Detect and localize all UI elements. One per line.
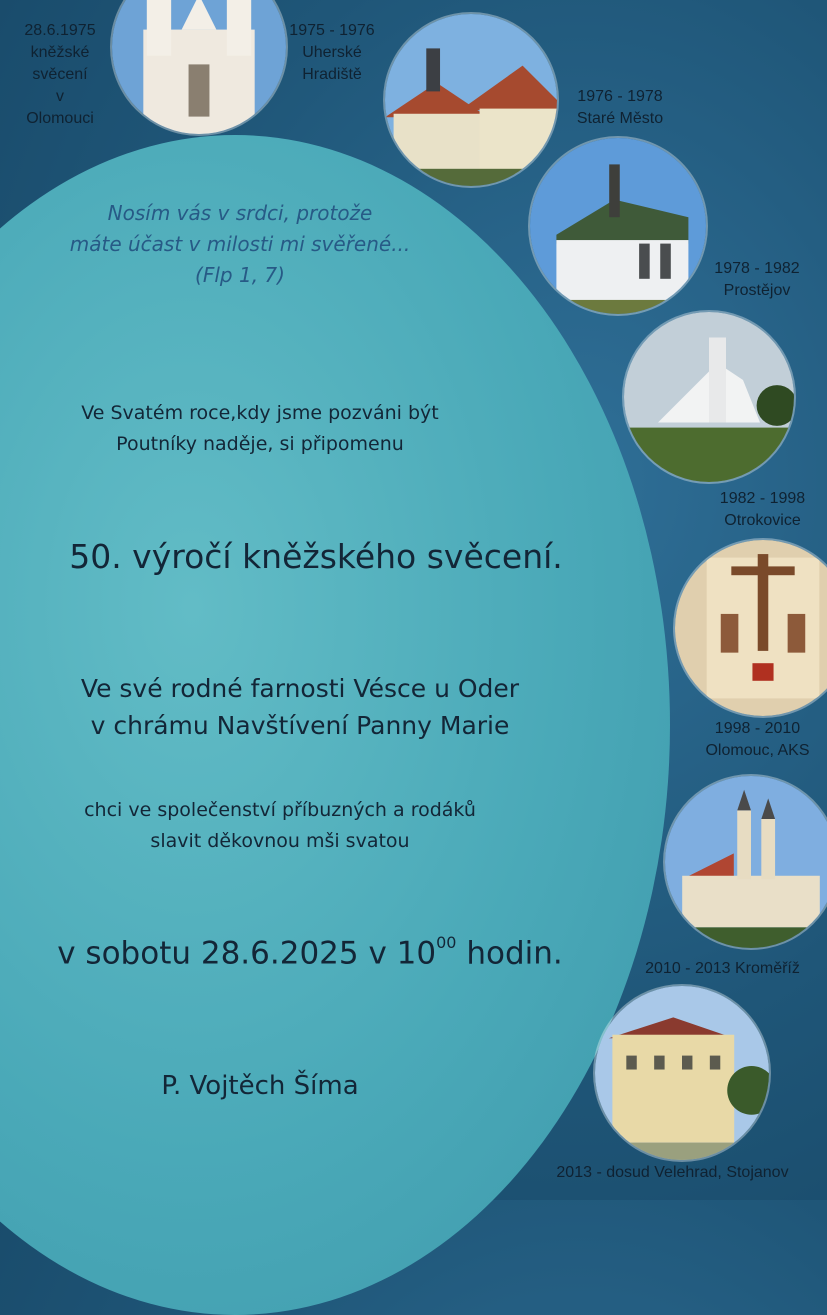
church-icon [112, 0, 286, 134]
parish-line-2: v chrámu Navštívení Panny Marie [90, 711, 510, 740]
invitation-text [0, 795, 560, 857]
station-caption-8: 2013 - dosud Velehrad, Stojanov [556, 1164, 789, 1181]
station-caption-1: 28.6.1975 kněžské svěcení v Olomouci [24, 22, 96, 127]
station-caption-2: 1975 - 1976 Uherské Hradiště [289, 22, 375, 83]
church-icon [530, 138, 706, 314]
church-icon [385, 14, 557, 186]
event-date [0, 925, 630, 975]
basilica-icon [665, 776, 827, 948]
date-prefix: v sobotu 28.6.2025 v 10 [57, 935, 437, 972]
station-caption-5: 1982 - 1998 Otrokovice [719, 490, 806, 529]
quote-reference: (Flp 1, 7) [195, 263, 285, 287]
church-icon [624, 312, 794, 482]
parish-text [0, 670, 600, 744]
scripture-quote [45, 198, 435, 291]
date-minutes: 00 [436, 933, 457, 952]
invite-line-2: slavit děkovnou mši svatou [150, 830, 410, 852]
parish-line-1: Ve své rodné farnosti Vésce u Oder [80, 674, 520, 703]
quote-line-2: máte účast v milosti mi svěřené... [69, 232, 411, 256]
station-caption-7: 2010 - 2013 Kroměříž [645, 960, 800, 977]
intro-line-1: Ve Svatém roce,kdy jsme pozváni být [81, 402, 439, 424]
station-caption-4: 1978 - 1982 Prostějov [714, 260, 800, 299]
invite-line-1: chci ve společenství příbuzných a rodáků [84, 799, 476, 821]
date-suffix: hodin. [456, 935, 563, 972]
intro-line-2: Poutníky naděje, si připomenu [116, 433, 404, 455]
building-icon [595, 986, 769, 1160]
intro-text [0, 398, 520, 460]
anniversary-title: 50. výročí kněžského svěcení. [69, 537, 563, 576]
crucifix-icon [675, 540, 827, 716]
quote-line-1: Nosím vás v srdci, protože [107, 201, 373, 225]
signature: P. Vojtěch Šíma [161, 1071, 359, 1101]
station-caption-3: 1976 - 1978 Staré Město [576, 88, 664, 127]
station-caption-6: 1998 - 2010 Olomouc, AKS [705, 720, 810, 759]
